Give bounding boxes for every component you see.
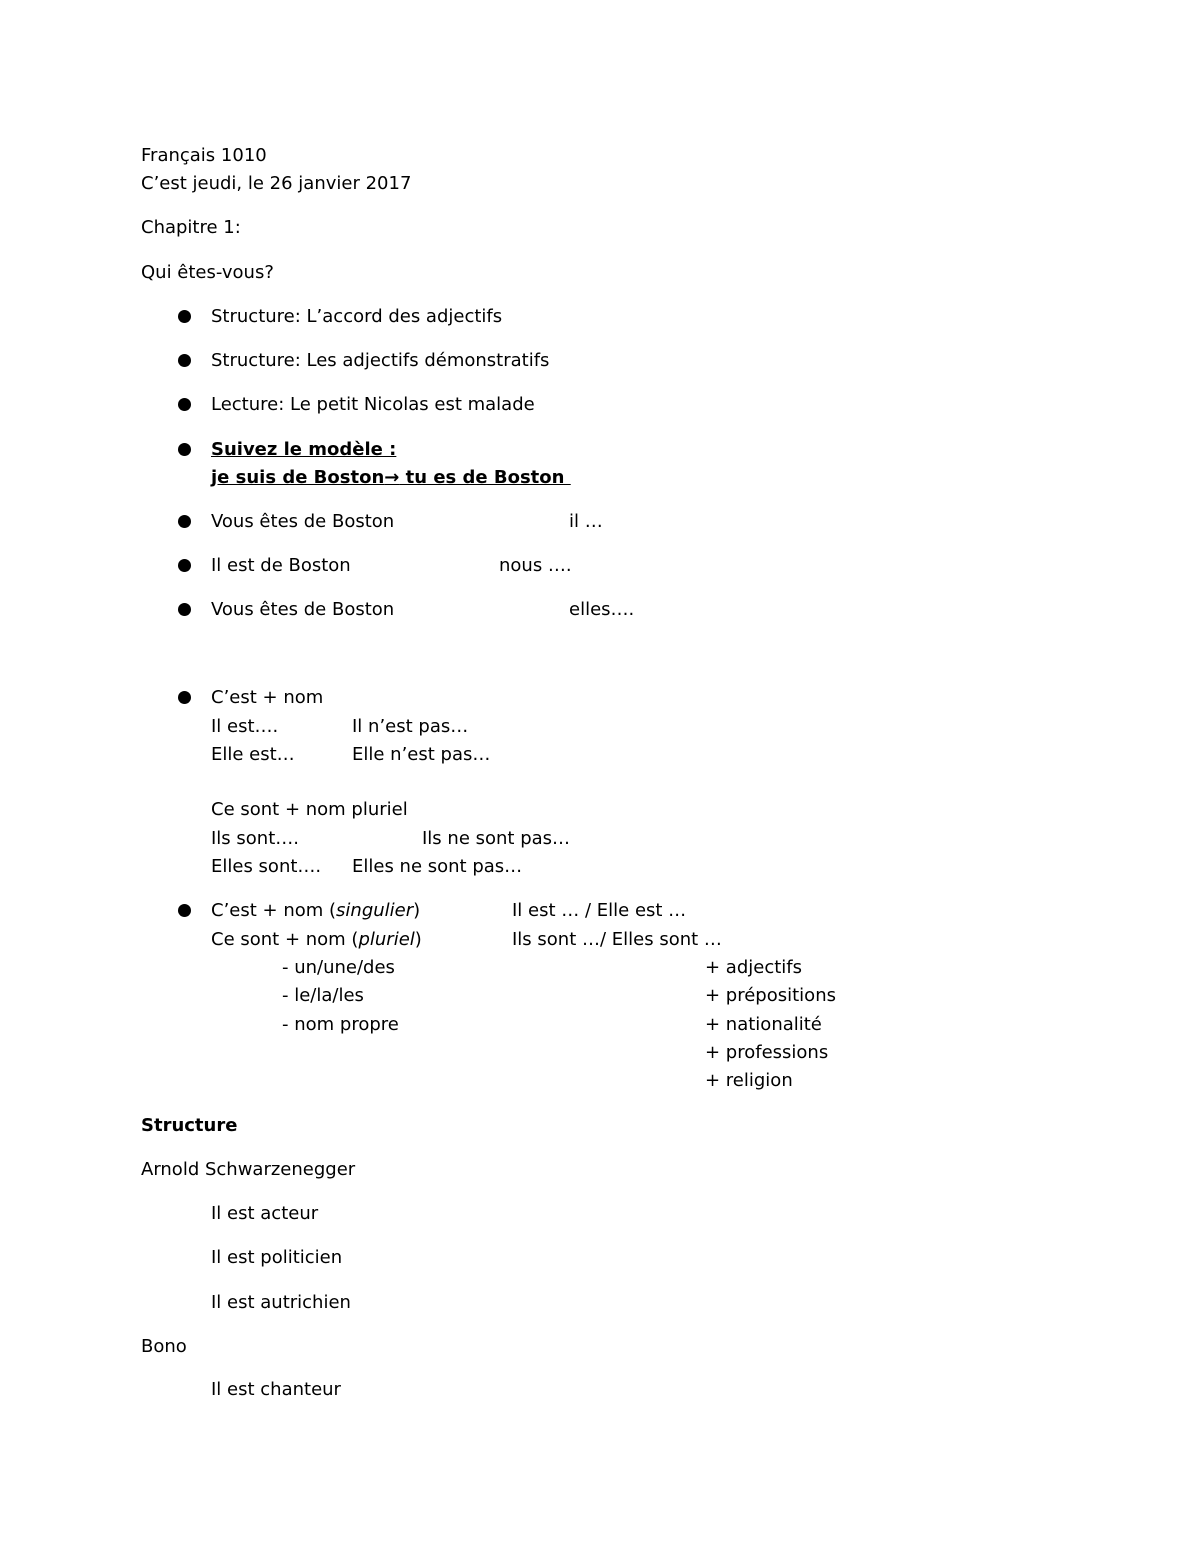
- chapter-heading: Chapitre 1:: [141, 217, 241, 238]
- rule-cest-prefix: C’est + nom (: [211, 900, 337, 921]
- bullet-icon: [178, 559, 191, 572]
- rule-left-item: - nom propre: [282, 1014, 399, 1035]
- bullet-icon: [178, 310, 191, 323]
- question-heading: Qui êtes-vous?: [141, 262, 274, 283]
- elles-ne-sont-pas: Elles ne sont pas…: [352, 856, 523, 877]
- exercise-3-subject: elles….: [569, 599, 635, 620]
- bullet-structure-accord: Structure: L’accord des adjectifs: [211, 306, 503, 327]
- rule-pluriel: pluriel: [358, 929, 415, 950]
- bullet-icon: [178, 904, 191, 917]
- rule-ce-sont-pluriel: [211, 928, 422, 952]
- rule-singulier: singulier: [336, 900, 414, 921]
- rule-il-est-elle-est: Il est … / Elle est …: [512, 900, 687, 921]
- person-fact: Il est acteur: [211, 1203, 319, 1224]
- model-title: Suivez le modèle :: [211, 439, 397, 460]
- model-example: [211, 466, 571, 490]
- model-right: tu es de Boston: [399, 467, 571, 488]
- exercise-1-prompt: Vous êtes de Boston: [211, 511, 395, 532]
- person-fact: Il est autrichien: [211, 1292, 351, 1313]
- exercise-1-subject: il …: [569, 511, 603, 532]
- rule-close-paren: ): [414, 929, 422, 950]
- date-line: C’est jeudi, le 26 janvier 2017: [141, 173, 412, 194]
- course-title: Français 1010: [141, 145, 267, 166]
- exercise-3-prompt: Vous êtes de Boston: [211, 599, 395, 620]
- bullet-icon: [178, 691, 191, 704]
- il-est: Il est….: [211, 716, 279, 737]
- elles-sont: Elles sont….: [211, 856, 322, 877]
- il-nest-pas: Il n’est pas…: [352, 716, 469, 737]
- exercise-2-prompt: Il est de Boston: [211, 555, 351, 576]
- rule-cest-singulier: [211, 899, 420, 923]
- bullet-structure-demonstratifs: Structure: Les adjectifs démonstratifs: [211, 350, 550, 371]
- rule-ce-sont-prefix: Ce sont + nom (: [211, 929, 359, 950]
- bullet-icon: [178, 398, 191, 411]
- person-name: Bono: [141, 1336, 187, 1357]
- bullet-icon: [178, 354, 191, 367]
- structure-heading: Structure: [141, 1115, 238, 1136]
- rule-left-item: - le/la/les: [282, 985, 364, 1006]
- rule-right-item: + adjectifs: [705, 957, 803, 978]
- bullet-icon: [178, 603, 191, 616]
- bullet-icon: [178, 443, 191, 456]
- elle-nest-pas: Elle n’est pas…: [352, 744, 491, 765]
- rule-right-item: + nationalité: [705, 1014, 822, 1035]
- model-left: je suis de Boston: [211, 467, 385, 488]
- rule-right-item: + religion: [705, 1070, 793, 1091]
- rule-right-item: + prépositions: [705, 985, 836, 1006]
- bullet-lecture: Lecture: Le petit Nicolas est malade: [211, 394, 535, 415]
- person-fact: Il est politicien: [211, 1247, 343, 1268]
- ce-sont-heading: Ce sont + nom pluriel: [211, 799, 408, 820]
- rule-right-item: + professions: [705, 1042, 829, 1063]
- elle-est: Elle est…: [211, 744, 295, 765]
- ils-sont: Ils sont….: [211, 828, 299, 849]
- person-fact: Il est chanteur: [211, 1379, 341, 1400]
- exercise-2-subject: nous ….: [499, 555, 572, 576]
- rule-left-item: - un/une/des: [282, 957, 395, 978]
- ils-ne-sont-pas: Ils ne sont pas…: [422, 828, 571, 849]
- cest-nom-heading: C’est + nom: [211, 687, 324, 708]
- bullet-icon: [178, 515, 191, 528]
- rule-ils-sont-elles-sont: Ils sont …/ Elles sont …: [512, 929, 722, 950]
- arrow-right-icon: →: [384, 467, 400, 488]
- person-name: Arnold Schwarzenegger: [141, 1159, 356, 1180]
- rule-close-paren: ): [413, 900, 421, 921]
